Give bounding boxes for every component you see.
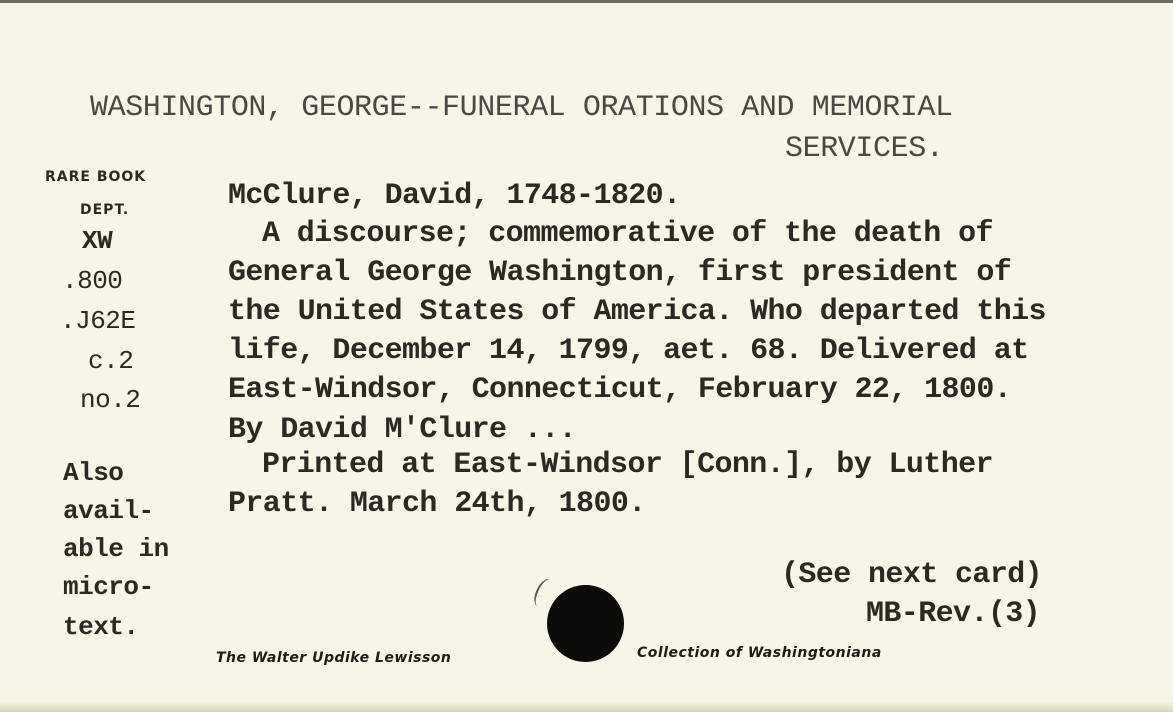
form-code: MB-Rev.(3) <box>866 597 1041 631</box>
title-line-5: East-Windsor, Connecticut, February 22, 1800. <box>228 373 1012 407</box>
continuation-note: (See next card) <box>781 558 1043 592</box>
subject-heading-line1: WASHINGTON, GEORGE--FUNERAL ORATIONS AND MEMORIAL <box>90 91 953 125</box>
call-number-line3: .J62E <box>60 306 136 336</box>
subject-heading-line2: SERVICES. <box>785 132 944 166</box>
dept-stamp-line2: DEPT. <box>80 202 130 218</box>
title-line-6: By David M'Clure ... <box>228 413 577 447</box>
availability-note-line3: able in <box>63 534 169 564</box>
call-number-copy: c.2 <box>88 346 134 376</box>
availability-note-line1: Also <box>63 458 124 488</box>
title-line-2: General George Washington, first president of <box>228 256 1012 290</box>
call-number-line2: .800 <box>62 266 123 296</box>
title-line-3: the United States of America. Who departed this <box>228 295 1046 329</box>
footer-collection-left: The Walter Updike Lewisson <box>216 650 452 666</box>
availability-note-line2: avail- <box>63 496 154 526</box>
card-punch-hole <box>547 585 624 662</box>
call-number-class: XW <box>82 226 113 256</box>
title-line-1: A discourse; commemorative of the death of <box>262 217 993 251</box>
availability-note-line4: micro- <box>63 572 154 602</box>
author-heading: McClure, David, 1748-1820. <box>228 179 681 213</box>
footer-collection-right: Collection of Washingtoniana <box>637 645 882 661</box>
dept-stamp-line1: RARE BOOK <box>45 169 147 185</box>
imprint-line-1: Printed at East-Windsor [Conn.], by Luther <box>262 448 993 482</box>
title-line-4: life, December 14, 1799, aet. 68. Delivered at <box>228 334 1029 368</box>
availability-note-line5: text. <box>63 612 139 642</box>
call-number-item: no.2 <box>80 385 141 415</box>
imprint-line-2: Pratt. March 24th, 1800. <box>228 487 646 521</box>
